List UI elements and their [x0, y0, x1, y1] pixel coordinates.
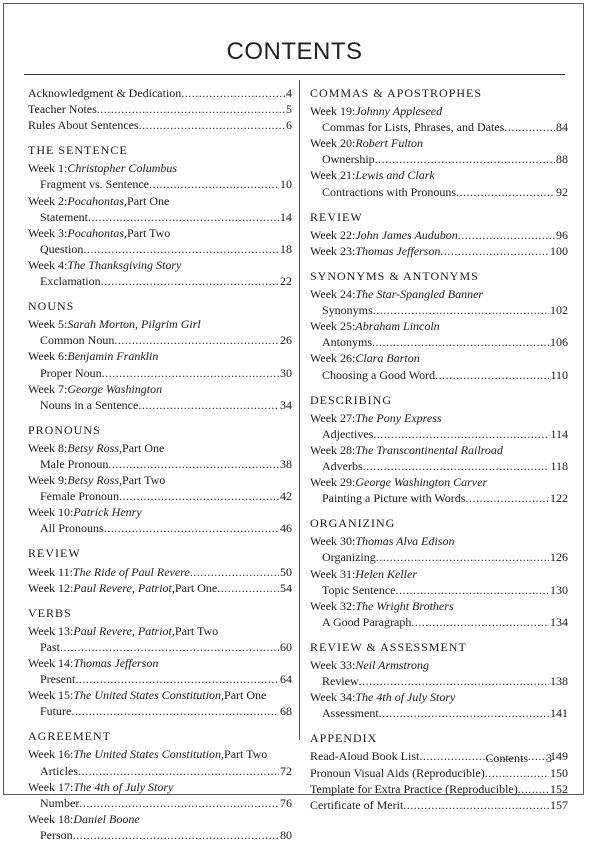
toc-section — [28, 142, 292, 289]
page-number: 118 — [550, 458, 568, 473]
section-heading: THE SENTENCE — [28, 143, 128, 158]
section-heading: DESCRIBING — [310, 392, 393, 407]
toc-entry — [28, 117, 292, 133]
toc-left-column — [28, 85, 292, 852]
week-number: Week 30: — [310, 534, 356, 549]
toc-section — [28, 545, 292, 595]
week-number: Week 31: — [310, 566, 356, 581]
page-number: 38 — [280, 456, 292, 471]
page-number: 34 — [280, 397, 292, 412]
page-number: 126 — [550, 550, 568, 565]
topic-label: Antonyms — [322, 335, 373, 350]
story-title: Johnny Appleseed — [355, 104, 443, 119]
dot-leader — [458, 227, 555, 243]
topic-label: Female Pronoun — [40, 489, 119, 504]
topic-label: Present — [40, 672, 76, 687]
week-line — [310, 689, 568, 705]
topic-line — [28, 703, 292, 719]
week-number: Week 13: — [28, 623, 74, 638]
toc-section — [310, 515, 568, 630]
week-line — [310, 167, 568, 183]
dot-leader — [97, 101, 285, 117]
week-number: Week 32: — [310, 598, 356, 613]
page-number: 18 — [280, 241, 292, 256]
topic-line — [310, 334, 568, 350]
week-line — [28, 472, 292, 488]
week-number: Week 8: — [28, 440, 68, 455]
dot-leader — [78, 763, 279, 779]
week-line — [28, 504, 292, 520]
topic-label: Ownership — [322, 152, 375, 167]
topic-line — [28, 397, 292, 413]
story-title: Robert Fulton — [355, 136, 424, 151]
week-number: Week 3: — [28, 225, 68, 240]
topic-label: Fragment vs. Sentence — [40, 177, 149, 192]
dot-leader — [411, 614, 549, 630]
story-title: Betsy Ross, — [67, 440, 123, 455]
page-number: 134 — [550, 614, 568, 629]
page-number: 157 — [550, 797, 568, 812]
story-title: Pocahontas, — [67, 193, 128, 208]
week-line — [310, 410, 568, 426]
dot-leader — [138, 397, 279, 413]
page-number: 96 — [556, 227, 568, 242]
dot-leader — [104, 520, 279, 536]
section-heading: NOUNS — [28, 299, 75, 314]
dot-leader — [149, 176, 279, 192]
topic-line — [28, 332, 292, 348]
week-line — [310, 243, 568, 259]
section-heading: VERBS — [28, 605, 72, 620]
week-line — [28, 225, 292, 241]
topic-line — [310, 705, 568, 721]
dot-leader — [435, 367, 549, 383]
week-line — [28, 348, 292, 364]
dot-leader — [83, 241, 279, 257]
week-number: Week 18: — [28, 811, 74, 826]
week-number: Week 10: — [28, 505, 74, 520]
page-number: 54 — [280, 580, 292, 595]
topic-label: Review — [322, 674, 359, 689]
topic-line — [28, 763, 292, 779]
front-matter-list — [28, 85, 292, 133]
dot-leader — [456, 184, 555, 200]
dot-leader — [108, 456, 279, 472]
topic-label: Articles — [40, 763, 78, 778]
topic-line — [28, 273, 292, 289]
story-title: Helen Keller — [355, 566, 418, 581]
week-number: Week 27: — [310, 410, 356, 425]
week-number: Week 20: — [310, 136, 356, 151]
topic-line — [310, 490, 568, 506]
dot-leader — [60, 639, 279, 655]
week-number: Week 19: — [310, 104, 356, 119]
page-number: 150 — [550, 765, 568, 780]
story-title: George Washington Carver — [355, 475, 488, 490]
entry-label: Teacher Notes — [28, 102, 97, 117]
section-heading: REVIEW — [28, 546, 81, 561]
page-number: 102 — [550, 303, 568, 318]
topic-label: Adjectives — [322, 426, 374, 441]
topic-label: Synonyms — [322, 303, 373, 318]
week-line — [310, 598, 568, 614]
topic-label: Assessment — [322, 706, 379, 721]
story-title: Thomas Jefferson — [73, 656, 159, 670]
page-title: CONTENTS — [226, 38, 363, 65]
dot-leader — [181, 85, 285, 101]
topic-label: Male Pronoun — [40, 456, 109, 471]
column-divider — [299, 80, 300, 740]
week-line — [310, 350, 568, 366]
week-number: Week 1: — [28, 161, 68, 176]
story-title: Thomas Alva Edison — [355, 534, 455, 549]
entry-label: Template for Extra Practice (Reproducible) — [310, 781, 518, 796]
topic-line — [310, 367, 568, 383]
dot-leader — [440, 243, 549, 259]
story-title: Paul Revere, Patriot, — [73, 623, 175, 638]
dot-leader — [375, 151, 555, 167]
story-part: Part Two — [224, 747, 268, 762]
story-title: The United States Constitution, — [73, 747, 225, 762]
story-title: The United States Constitution, — [73, 688, 225, 703]
week-number: Week 21: — [310, 168, 356, 183]
entry-label: Rules About Sentences — [28, 118, 139, 133]
dot-leader — [504, 119, 555, 135]
story-title: The 4th of July Story — [355, 690, 456, 705]
week-number: Week 24: — [310, 287, 356, 302]
story-title: Abraham Lincoln — [355, 319, 440, 334]
week-line — [310, 657, 568, 673]
story-part: Part Two — [122, 473, 166, 488]
week-number: Week 34: — [310, 690, 356, 705]
topic-label: A Good Paragraph — [322, 614, 412, 629]
page-number: 30 — [280, 365, 292, 380]
week-number: Week 17: — [28, 779, 74, 794]
page-footer — [485, 751, 552, 766]
section-heading: PRONOUNS — [28, 422, 101, 437]
dot-leader — [376, 549, 549, 565]
toc-entry — [28, 101, 292, 117]
topic-line — [310, 582, 568, 598]
topic-line — [310, 302, 568, 318]
entry-label: Acknowledgment & Dedication — [28, 86, 182, 100]
story-part: Part Two — [127, 225, 171, 240]
dot-leader — [79, 795, 279, 811]
section-heading: COMMAS & APOSTROPHES — [310, 86, 483, 100]
week-number: Week 26: — [310, 351, 356, 366]
topic-line — [28, 795, 292, 811]
page-number: 152 — [550, 781, 568, 796]
story-title: John James Audubon — [355, 227, 458, 242]
week-number: Week 28: — [310, 442, 356, 457]
dot-leader — [101, 273, 279, 289]
page-number: 84 — [556, 120, 568, 135]
topic-line — [28, 639, 292, 655]
week-line — [28, 811, 292, 827]
toc-section — [28, 605, 292, 720]
topic-line — [28, 488, 292, 504]
page-number: 64 — [280, 672, 292, 687]
page-number: 92 — [556, 184, 568, 199]
topic-label: All Pronouns — [40, 521, 104, 536]
topic-line — [28, 827, 292, 843]
page-number: 26 — [280, 333, 292, 348]
dot-leader — [359, 673, 549, 689]
story-title: Lewis and Clark — [355, 168, 435, 183]
topic-label: Organizing — [322, 550, 376, 565]
page-number: 141 — [550, 706, 568, 721]
week-number: Week 33: — [310, 658, 356, 672]
topic-label: Exclamation — [40, 274, 101, 289]
week-line — [28, 623, 292, 639]
section-heading: AGREEMENT — [28, 729, 111, 744]
page-number: 72 — [280, 763, 292, 778]
story-title: The Thanksgiving Story — [67, 257, 182, 272]
section-heading: REVIEW — [310, 209, 363, 224]
story-title: The Pony Express — [355, 410, 442, 425]
story-title: The Transcontinental Railroad — [355, 442, 503, 457]
week-number: Week 29: — [310, 475, 356, 490]
story-title: The Star-Spangled Banner — [355, 287, 484, 302]
dot-leader — [114, 332, 279, 348]
week-number: Week 25: — [310, 319, 356, 334]
week-line — [310, 103, 568, 119]
story-title: Patrick Henry — [73, 505, 142, 520]
story-title: The Wright Brothers — [355, 598, 454, 613]
topic-label: Question — [40, 241, 84, 256]
week-number: Week 7: — [28, 381, 68, 396]
topic-label: Proper Noun — [40, 365, 102, 380]
dot-leader — [373, 426, 549, 442]
footer-label: Contents — [485, 751, 528, 765]
page-number: 122 — [550, 491, 568, 506]
story-part: Part Two — [174, 623, 219, 638]
week-number: Week 22: — [310, 227, 356, 242]
week-line — [28, 655, 292, 671]
week-line — [310, 286, 568, 302]
story-title: Clara Barton — [355, 351, 420, 366]
topic-line — [28, 456, 292, 472]
topic-label: Statement — [40, 209, 88, 224]
page-number: 10 — [280, 177, 292, 192]
page-number: 114 — [550, 426, 568, 441]
story-title: Pocahontas, — [67, 225, 128, 240]
dot-leader — [73, 827, 279, 843]
entry-label: Certificate of Merit — [310, 797, 404, 812]
topic-label: Topic Sentence — [322, 582, 396, 597]
topic-label: Adverbs — [322, 458, 363, 473]
story-part: Part One — [174, 580, 218, 595]
page-number: 80 — [280, 827, 292, 842]
toc-section — [28, 422, 292, 537]
page-number: 5 — [286, 102, 292, 117]
week-number: Week 5: — [28, 317, 68, 332]
topic-label: Contractions with Pronouns — [322, 184, 456, 199]
page-number: 106 — [550, 335, 568, 350]
page-number: 50 — [280, 564, 292, 579]
page-number: 138 — [550, 674, 568, 689]
topic-line — [310, 184, 568, 200]
story-title: The 4th of July Story — [73, 779, 174, 794]
page-number: 46 — [280, 521, 292, 536]
week-number: Week 23: — [310, 243, 356, 258]
dot-leader — [119, 488, 279, 504]
section-heading: ORGANIZING — [310, 516, 396, 531]
week-line — [28, 257, 292, 273]
story-title: Christopher Columbus — [67, 161, 178, 176]
story-title: George Washington — [67, 381, 163, 396]
story-part: Part One — [122, 440, 165, 455]
week-line — [310, 227, 568, 243]
week-line — [310, 566, 568, 582]
story-title: Paul Revere, Patriot, — [73, 580, 175, 595]
section-heading: REVIEW & ASSESSMENT — [310, 639, 467, 654]
toc-right-column — [310, 85, 568, 822]
week-line — [310, 318, 568, 334]
week-line — [310, 442, 568, 458]
topic-label: Commas for Lists, Phrases, and Dates — [322, 120, 505, 135]
week-line — [28, 316, 292, 332]
toc-section — [310, 85, 568, 200]
dot-leader — [372, 334, 549, 350]
page-number: 100 — [550, 243, 568, 258]
week-line — [28, 160, 292, 176]
page-number: 76 — [280, 795, 292, 810]
week-line — [28, 564, 292, 580]
week-number: Week 14: — [28, 656, 74, 670]
dot-leader — [75, 671, 279, 687]
topic-line — [310, 119, 568, 135]
week-line — [28, 746, 292, 762]
dot-leader — [485, 765, 549, 781]
story-title: Daniel Boone — [73, 811, 140, 826]
topic-label: Common Noun — [40, 333, 115, 348]
story-title: Benjamin Franklin — [67, 349, 159, 364]
topic-label: Nouns in a Sentence — [40, 397, 139, 412]
topic-line — [28, 365, 292, 381]
week-number: Week 15: — [28, 688, 74, 703]
page-number: 88 — [556, 152, 568, 167]
toc-entry — [310, 765, 568, 781]
page-number: 110 — [550, 367, 568, 382]
footer-page-number: 3 — [546, 751, 552, 765]
topic-label: Past — [40, 639, 61, 654]
section-heading: SYNONYMS & ANTONYMS — [310, 268, 479, 283]
dot-leader — [373, 302, 549, 318]
page-number: 22 — [280, 274, 292, 289]
topic-line — [28, 241, 292, 257]
topic-line — [28, 520, 292, 536]
dot-leader — [363, 458, 550, 474]
topic-label: Painting a Picture with Words — [322, 491, 466, 506]
topic-line — [310, 426, 568, 442]
week-number: Week 9: — [28, 473, 68, 488]
toc-section — [310, 209, 568, 259]
week-line — [28, 779, 292, 795]
entry-label: Pronoun Visual Aids (Reproducible) — [310, 765, 485, 780]
dot-leader — [71, 703, 279, 719]
topic-label: Choosing a Good Word — [322, 367, 436, 382]
week-line — [28, 687, 292, 703]
toc-section — [28, 728, 292, 843]
week-number: Week 4: — [28, 257, 68, 272]
story-title: Betsy Ross, — [67, 473, 123, 488]
page-number: 60 — [280, 639, 292, 654]
story-title: Sarah Morton, Pilgrim Girl — [67, 317, 201, 332]
week-number: Week 2: — [28, 193, 68, 208]
story-title: Thomas Jefferson — [355, 243, 441, 258]
topic-line — [28, 671, 292, 687]
page-number: 68 — [280, 704, 292, 719]
page-number: 149 — [550, 749, 568, 764]
story-part: Part One — [224, 688, 267, 703]
section-heading: APPENDIX — [310, 731, 378, 746]
dot-leader — [403, 797, 549, 813]
topic-line — [28, 209, 292, 225]
entry-label: Read-Aloud Book List — [310, 749, 420, 764]
week-line — [28, 440, 292, 456]
week-number: Week 16: — [28, 747, 74, 762]
week-number: Week 6: — [28, 349, 68, 364]
topic-line — [310, 673, 568, 689]
dot-leader — [190, 564, 279, 580]
story-part: Part One — [127, 193, 170, 208]
story-title: The Ride of Paul Revere — [72, 564, 190, 579]
story-title: Neil Armstrong — [355, 658, 430, 672]
toc-entry — [310, 797, 568, 813]
topic-label: Number — [40, 795, 80, 810]
dot-leader — [139, 117, 285, 133]
appendix-section — [310, 730, 568, 812]
dot-leader — [465, 490, 549, 506]
dot-leader — [379, 705, 549, 721]
topic-label: Future — [40, 704, 72, 719]
topic-line — [310, 458, 568, 474]
toc-section — [310, 639, 568, 721]
week-line — [28, 580, 292, 596]
dot-leader — [395, 582, 549, 598]
toc-section — [28, 298, 292, 413]
topic-line — [310, 614, 568, 630]
topic-label: Person — [40, 827, 73, 842]
topic-line — [310, 549, 568, 565]
dot-leader — [88, 209, 279, 225]
week-line — [28, 193, 292, 209]
week-line — [310, 533, 568, 549]
title-rule — [24, 74, 565, 75]
week-number: Week 12: — [28, 580, 74, 595]
week-line — [310, 135, 568, 151]
page-number: 130 — [550, 582, 568, 597]
week-number: Week 11: — [28, 564, 73, 579]
page-number: 4 — [286, 86, 292, 100]
toc-entry — [28, 85, 292, 101]
week-line — [310, 474, 568, 490]
dot-leader — [217, 580, 279, 596]
week-line — [28, 381, 292, 397]
toc-section — [310, 268, 568, 383]
dot-leader — [102, 365, 279, 381]
topic-line — [28, 176, 292, 192]
page-number: 14 — [280, 209, 292, 224]
topic-line — [310, 151, 568, 167]
page-number: 42 — [280, 489, 292, 504]
page-number: 6 — [286, 118, 292, 133]
dot-leader — [518, 781, 549, 797]
toc-entry — [310, 781, 568, 797]
toc-section — [310, 392, 568, 507]
